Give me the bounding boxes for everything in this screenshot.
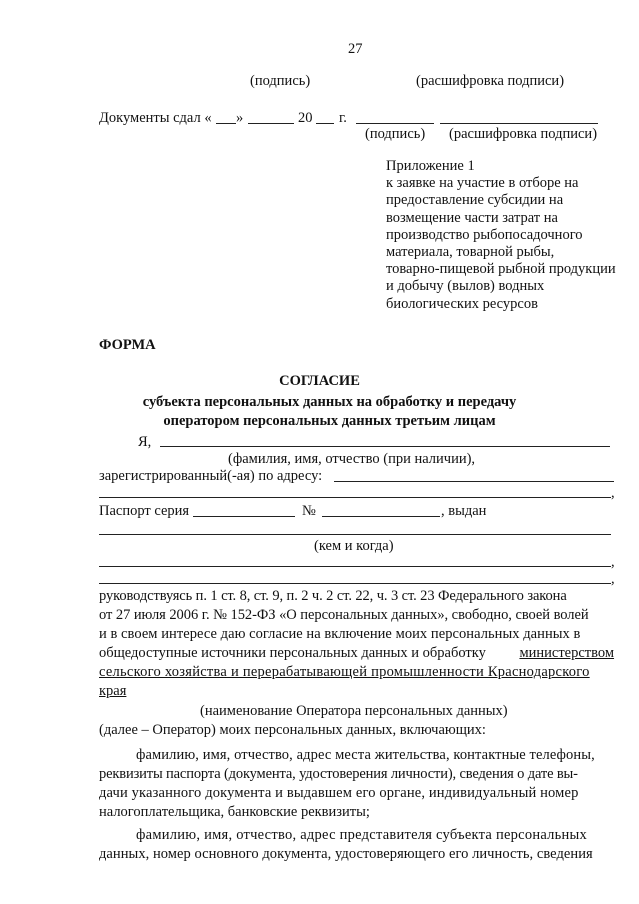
body-line-4-text: общедоступные источники персональных данных и обработку [99,645,486,661]
para2-line-4: налогоплательщика, банковские реквизиты; [99,804,370,820]
para2-line-2: реквизиты паспорта (документа, удостоверения личности), сведения о дате вы- [99,766,578,782]
document-subtitle-1: субъекта персональных данных на обработку и передачу [142,394,517,410]
passport-series-label: Паспорт серия [99,503,190,519]
blank-line-1 [99,566,611,567]
passport-number-blank [322,516,440,517]
passport-number-label: № [302,503,316,519]
decoding-caption-top: (расшифровка подписи) [416,73,565,89]
document-title: СОГЛАСИЕ [279,373,360,389]
signature-caption-top: (подпись) [250,73,311,89]
decoding-blank [440,123,598,124]
para3-line-2: данных, номер основного документа, удостоверяющего его личность, сведения [99,846,593,862]
appendix-line: биологических ресурсов [386,295,538,312]
who-when-caption: (кем и когда) [314,538,394,554]
day-blank [216,123,236,124]
fio-caption: (фамилия, имя, отчество (при наличии), [228,451,476,467]
appendix-line: возмещение части затрат на [386,209,558,226]
operator-name-part-1: министерством [519,645,615,661]
address-blank-2 [99,497,611,498]
fio-blank [160,446,610,447]
appendix-line: и добычу (вылов) водных [386,278,545,295]
decoding-caption: (расшифровка подписи) [449,126,598,142]
appendix-line: к заявке на участие в отборе на [386,175,579,192]
docs-submitted-suffix: г. [339,110,347,126]
year-blank [316,123,334,124]
month-blank [248,123,294,124]
appendix-line: товарно-пищевой рыбной продукции [386,261,616,278]
blank-comma-1: , [611,554,615,570]
operator-line: (далее – Оператор) моих персональных данных, включающих: [99,722,486,738]
blank-comma-2: , [611,571,615,587]
signature-caption: (подпись) [365,126,426,142]
body-line-2: от 27 июля 2006 г. № 152-ФЗ «О персональных данных», свободно, своей волей [99,607,589,623]
docs-submitted-quote: » [236,110,244,126]
para2-line-3: дачи указанного документа и выдавшем его органе, индивидуальный номер [99,785,579,801]
registered-label: зарегистрированный(-ая) по адресу: [99,468,323,484]
address-blank-1 [334,481,614,482]
page-number: 27 [348,41,363,57]
body-line-4 [99,644,614,662]
form-label: ФОРМА [99,337,156,353]
appendix-line: Приложение 1 [386,158,475,174]
para2-line-1: фамилию, имя, отчество, адрес места жительства, контактные телефоны, [136,747,595,763]
operator-name-part-3: края [99,683,127,699]
passport-series-blank [193,516,295,517]
docs-submitted-prefix: Документы сдал « [99,110,212,126]
appendix-block [386,158,616,313]
docs-submitted-year: 20 [298,110,313,126]
para3-line-1: фамилию, имя, отчество, адрес представителя субъекта персональных [136,827,588,843]
appendix-line: предоставление субсидии на [386,192,564,209]
document-subtitle-2: оператором персональных данных третьим лицам [163,413,496,429]
operator-caption: (наименование Оператора персональных данных) [200,703,508,719]
passport-issued-label: , выдан [441,503,487,519]
appendix-line: производство рыбопосадочного [386,226,583,243]
issued-by-blank [99,534,611,535]
operator-name-part-2: сельского хозяйства и перерабатывающей промышленности Краснодарского [99,664,590,680]
i-label: Я, [138,434,152,450]
address-comma: , [611,485,615,501]
blank-line-2 [99,583,611,584]
body-line-1: руководствуясь п. 1 ст. 8, ст. 9, п. 2 ч. 2 ст. 22, ч. 3 ст. 23 Федерального закона [99,588,567,604]
body-line-3: и в своем интересе даю согласие на включение моих персональных данных в [99,626,581,642]
signature-blank [356,123,434,124]
appendix-line: материала, товарной рыбы, [386,244,555,261]
